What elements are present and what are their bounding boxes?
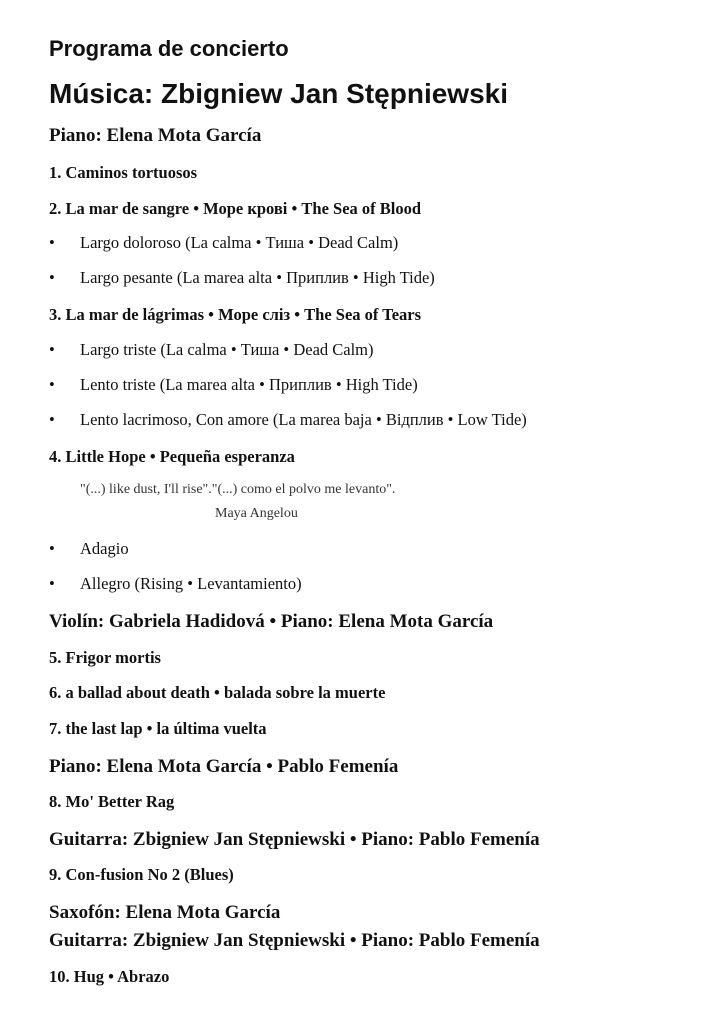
piece-1: 1. Caminos tortuosos: [49, 163, 198, 182]
movement-text: Lento triste (La marea alta • Приплив • High Tide): [80, 375, 418, 394]
piece-4: 4. Little Hope • Pequeña esperanza: [49, 447, 295, 466]
epigraph-quote: "(...) like dust, I'll rise"."(...) como el polvo me levanto".: [80, 482, 396, 497]
piece-3: 3. La mar de lágrimas • Море сліз • The Sea of Tears: [49, 305, 422, 324]
piece-7: 7. the last lap • la última vuelta: [49, 719, 267, 738]
piece-6: 6. a ballad about death • balada sobre la muerte: [49, 683, 386, 702]
bullet: •: [49, 410, 55, 429]
section-violin-piano: Violín: Gabriela Hadidová • Piano: Elena Mota García: [49, 611, 494, 632]
movement-text: Allegro (Rising • Levantamiento): [80, 574, 302, 593]
section-piano: Piano: Elena Mota García: [49, 125, 262, 146]
movement-text: Largo triste (La calma • Тиша • Dead Calm): [80, 340, 374, 359]
program-title: Programa de concierto: [49, 36, 289, 61]
bullet: •: [49, 539, 55, 558]
section-piano-duo: Piano: Elena Mota García • Pablo Femenía: [49, 756, 399, 777]
piece-5: 5. Frigor mortis: [49, 648, 161, 667]
bullet: •: [49, 268, 55, 287]
section-guitar-piano: Guitarra: Zbigniew Jan Stępniewski • Piano: Pablo Femenía: [49, 829, 540, 850]
bullet: •: [49, 574, 55, 593]
movement-text: Largo doloroso (La calma • Тиша • Dead Calm): [80, 233, 399, 252]
section-guitar-piano-2: Guitarra: Zbigniew Jan Stępniewski • Piano: Pablo Femenía: [49, 930, 540, 951]
piece-8: 8. Mo' Better Rag: [49, 792, 175, 811]
movement-text: Adagio: [80, 539, 129, 558]
movement-text: Lento lacrimoso, Con amore (La marea baja • Відплив • Low Tide): [80, 410, 527, 429]
movement-text: Largo pesante (La marea alta • Приплив • High Tide): [80, 268, 435, 287]
composer-heading: Música: Zbigniew Jan Stępniewski: [49, 78, 508, 109]
bullet: •: [49, 375, 55, 394]
piece-9: 9. Con-fusion No 2 (Blues): [49, 865, 234, 884]
epigraph-author: Maya Angelou: [215, 506, 298, 521]
piece-2: 2. La mar de sangre • Море крові • The Sea of Blood: [49, 199, 422, 218]
piece-10: 10. Hug • Abrazo: [49, 967, 170, 986]
bullet: •: [49, 340, 55, 359]
bullet: •: [49, 233, 55, 252]
section-saxophone: Saxofón: Elena Mota García: [49, 902, 281, 923]
